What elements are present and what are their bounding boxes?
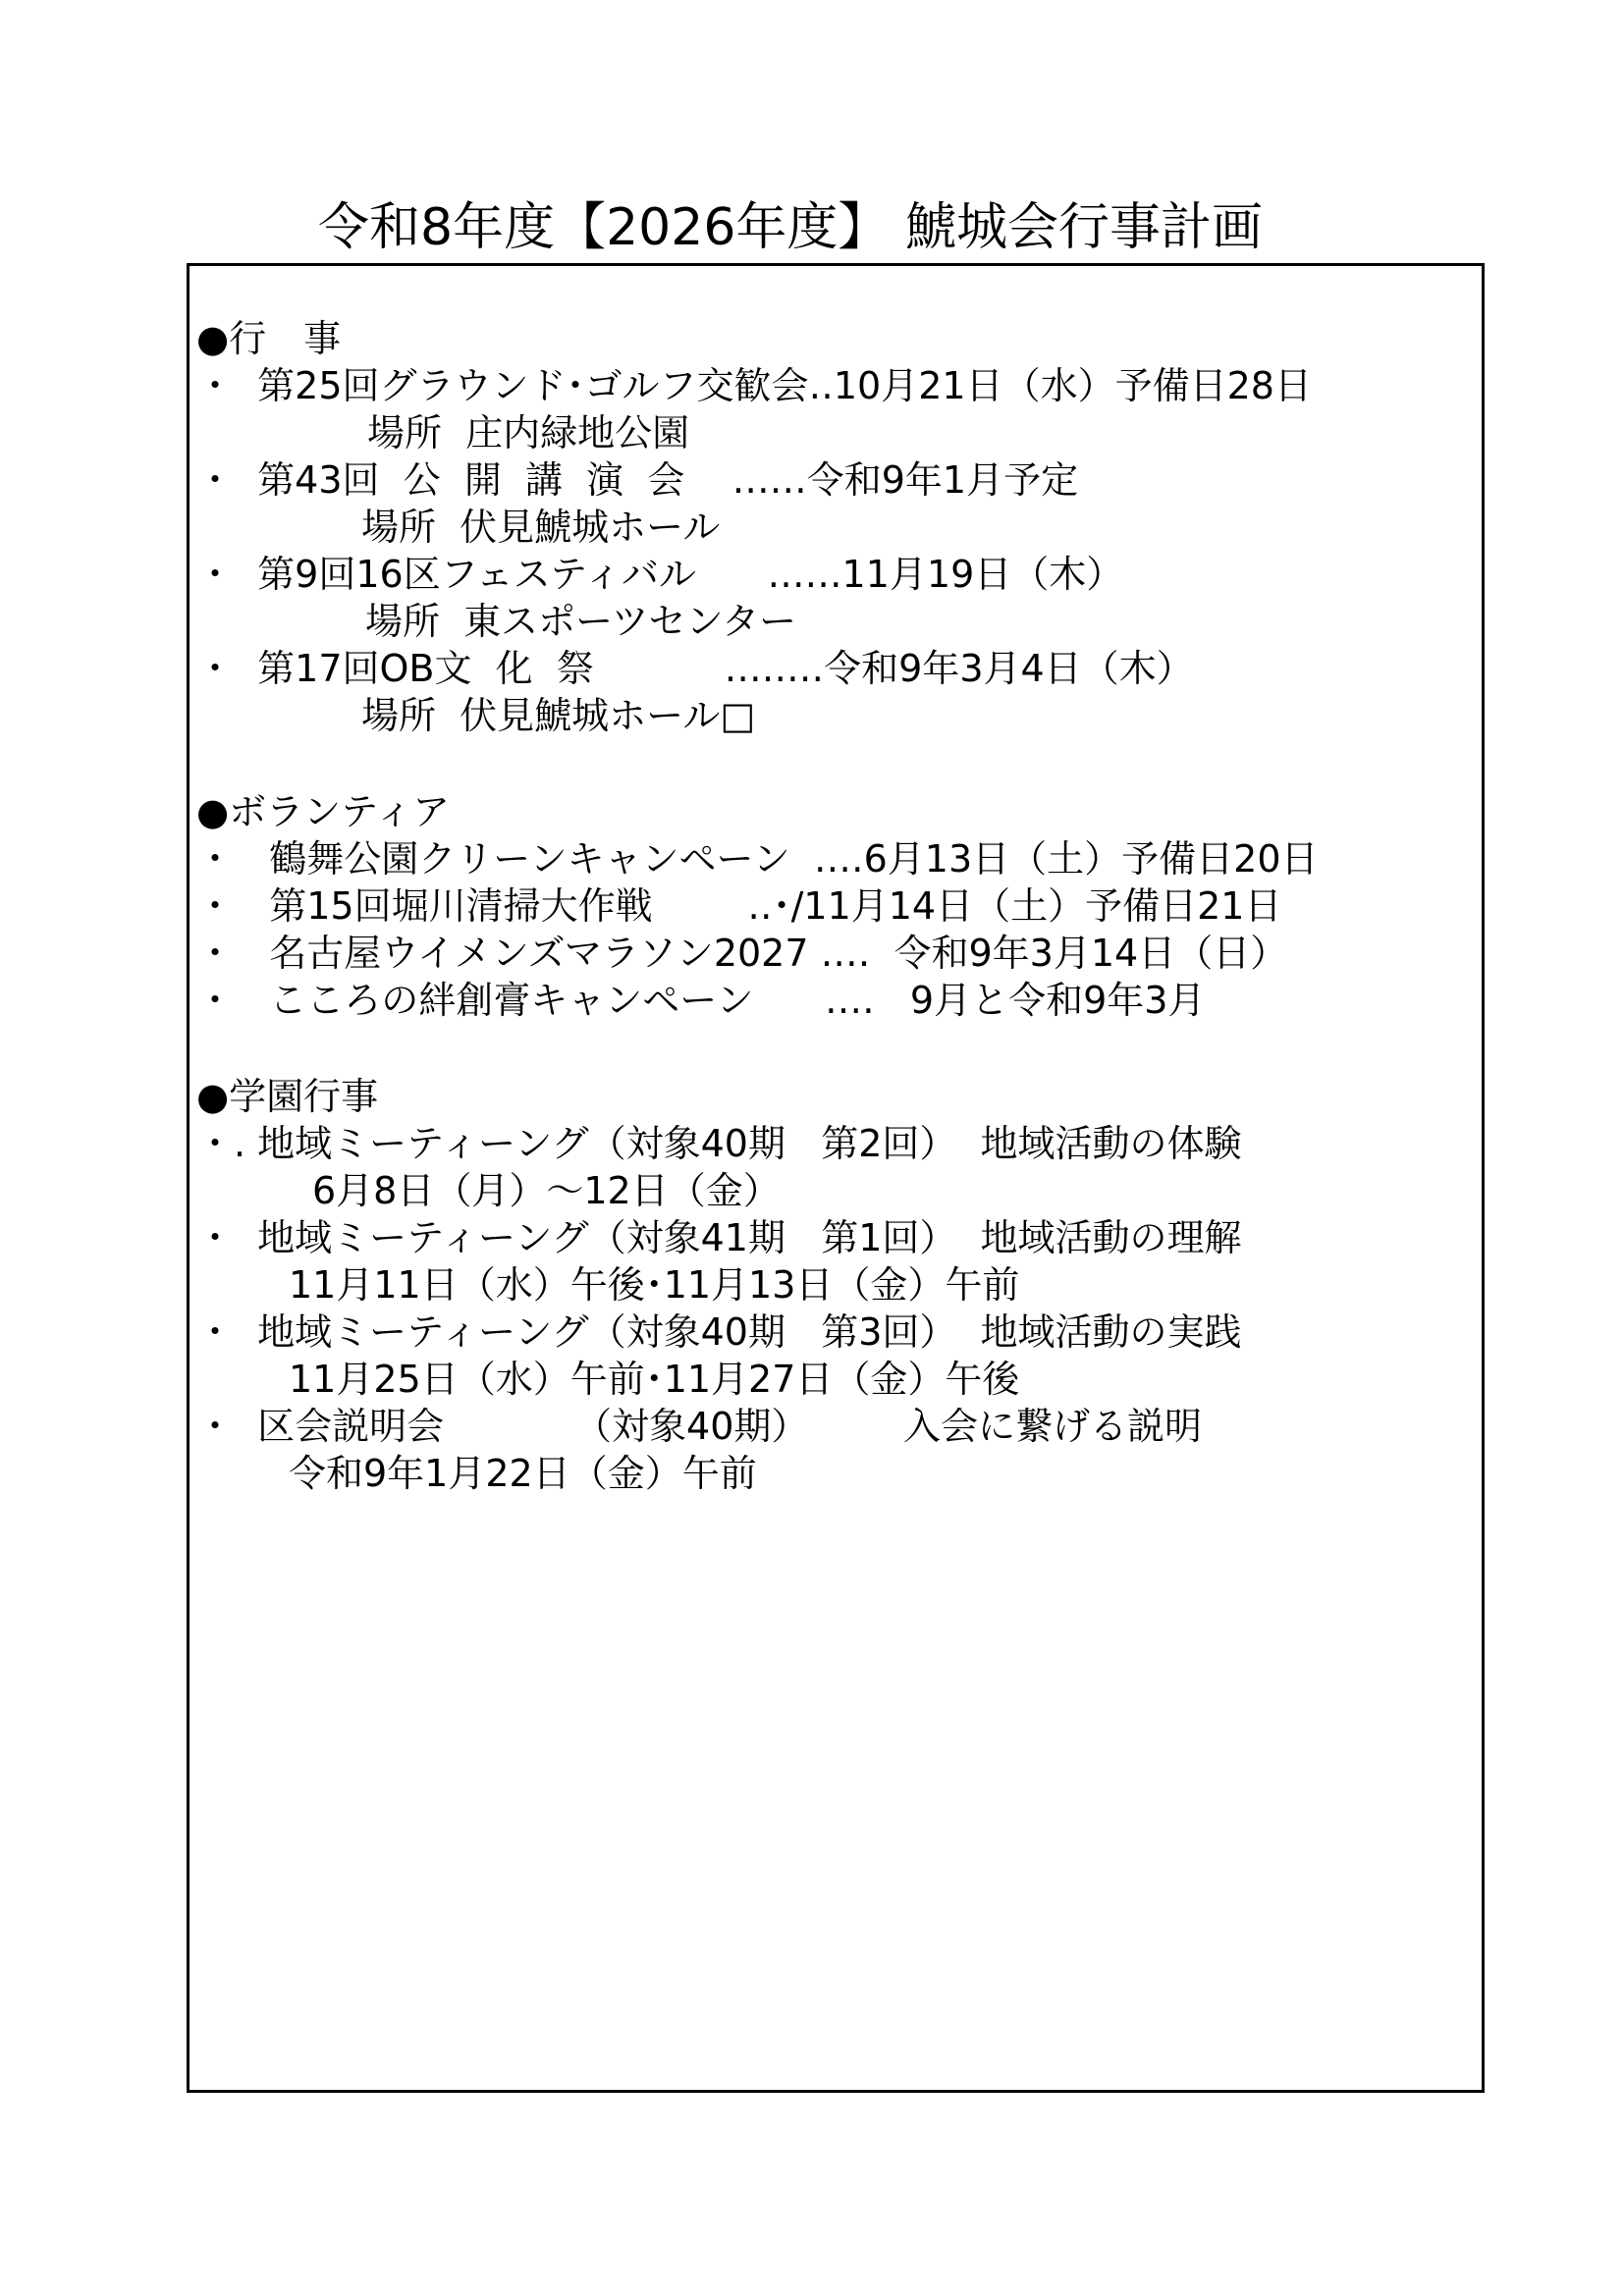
event-item: ・ 第17回OB文 化 祭 ‥‥‥‥令和9年3月4日（木） [196, 647, 1194, 690]
volunteer-item: ・ こころの絆創膏キャンペーン ‥‥ 9月と令和9年3月 [196, 979, 1206, 1022]
event-item: ・ 第43回 公 開 講 演 会 ‥‥‥令和9年1月予定 [196, 458, 1079, 502]
event-location: 場所 伏見鯱城ホール□ [361, 694, 756, 737]
section-heading-school-events: ●学園行事 [196, 1075, 379, 1118]
section-heading-volunteer: ●ボランティア [196, 790, 451, 833]
event-location: 場所 東スポーツセンター [365, 600, 797, 643]
school-event-date: 令和9年1月22日（金）午前 [289, 1452, 757, 1495]
school-event-date: 6月8日（月）～12日（金） [312, 1169, 781, 1212]
event-item: ・ 第9回16区フェスティバル ‥‥‥11月19日（木） [196, 553, 1124, 596]
volunteer-item: ・ 鶴舞公園クリーンキャンペーン ‥‥6月13日（土）予備日20日 [196, 837, 1319, 881]
school-event-date: 11月11日（水）午後･11月13日（金）午前 [289, 1263, 1020, 1307]
section-heading-events: ●行 事 [196, 317, 342, 360]
event-location: 場所 庄内緑地公園 [367, 411, 690, 454]
event-location: 場所 伏見鯱城ホール [361, 506, 721, 549]
document-title: 令和8年度【2026年度】 鯱城会行事計画 [318, 198, 1263, 257]
volunteer-item: ・ 第15回堀川清掃大作戦 ‥･/11月14日（土）予備日21日 [196, 884, 1282, 928]
school-event-item: ・. 地域ミーティーング（対象40期 第2回） 地域活動の体験 [196, 1122, 1242, 1165]
school-event-item: ・ 地域ミーティーング（対象41期 第1回） 地域活動の理解 [196, 1216, 1242, 1259]
volunteer-item: ・ 名古屋ウイメンズマラソン2027 ‥‥ 令和9年3月14日（日） [196, 932, 1288, 975]
school-event-date: 11月25日（水）午前･11月27日（金）午後 [289, 1358, 1020, 1401]
school-event-item: ・ 区会説明会 （対象40期） 入会に繋げる説明 [196, 1405, 1203, 1448]
school-event-item: ・ 地域ミーティーング（対象40期 第3回） 地域活動の実践 [196, 1310, 1242, 1354]
event-item: ・ 第25回グラウンド･ゴルフ交歓会‥10月21日（水）予備日28日 [196, 364, 1312, 407]
